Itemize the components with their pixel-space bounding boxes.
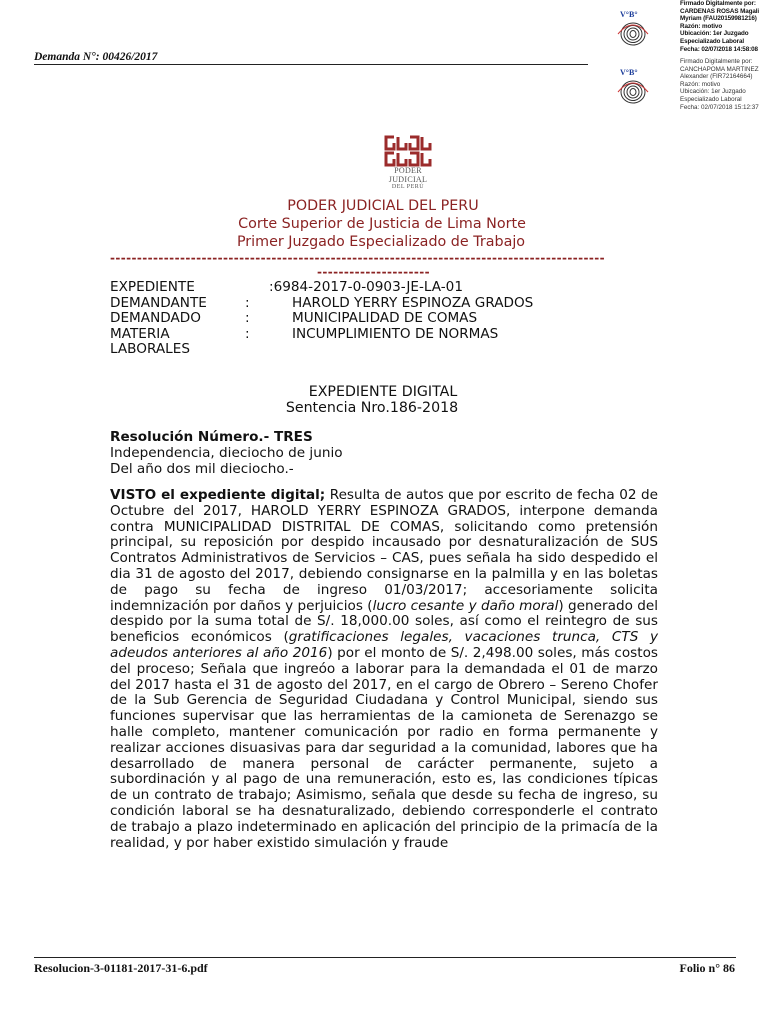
fingerprint-icon [616,78,650,106]
court-juzgado: Primer Juzgado Especializado de Trabajo [236,234,526,250]
body-paragraph: VISTO el expediente digital; Resulta de autos que por escrito de fecha 02 de Octubre del 2017, HAROLD YERRY ESPINOZA GRADOS, interpone demanda contra MUNICIPALIDAD DISTRITAL DE COMAS, solicitando como pretensión principal, su reposición por despido incausado por desnaturalización de SUS Contratos Administrativos de Servicios – CAS, pues señala ha sido despedido el dia 31 de agosto del 2017, debiendo consignarse en la palmilla y en las boletas de pago su fecha de ingreso 01/03/2017; accesoriamente solicita indemnización por daños y perjuicios (lucro cesante y daño moral) generado del despido por la suma total de S/. 18,000.00 soles, así como el reintegro de sus beneficios económicos (gratificaciones legales, vacaciones trunca, CTS y adeudos anteriores al año 2016) por el monto de S/. 2,498.00 soles, más costos del proceso; Señala que ingreóo a laborar para la demandada el 01 de marzo del 2017 hasta el 31 de agosto del 2017, en el cargo de Obrero – Sereno Chofer de la Sub Gerencia de Seguridad Ciudadana y Control Municipal, siendo sus funciones supervisar que las herramientas de la camioneta de Serenazgo se halle completo, mantener comunicación por radio en forma permanente y realizar acciones disuasivas para dar seguridad a la comunidad, labores que ha desarrollado de manera personal de carácter permanente, sujeto a subordinación y al pago de una remuneración, esto es, las condiciones típicas de un contrato de trabajo; Asimismo, señala que desde su fecha de ingreso, su condición laboral se ha desnaturalizado, debiendo corresponderle el contrato de trabajo a plazo indeterminado en aplicación del principio de la primacía de la realidad, y por haber existido simulación y fraude [110,487,659,851]
signature-vb-label: V°B° [620,68,638,77]
resolution-year: Del año dos mil dieciocho.- [110,461,294,477]
body-lead: VISTO el expediente digital; [110,487,326,503]
footer-filename: Resolucion-3-01181-2017-31-6.pdf [34,961,208,975]
resolution-block [110,429,343,477]
fingerprint-icon [616,20,650,48]
logo-caption: PODER JUDICIAL DEL PERÚ [388,166,428,190]
header-rule [34,64,588,65]
signature-text: Firmado Digitalmente por: CANCHAPOMA MARTINEZ Alexander (FIR72164664) Razón: motivo Ubicación: 1er Juzgado Especializado Laboral Fecha: 02/07/2018 15:12:37 [680,58,759,111]
poder-judicial-logo-icon [384,135,432,167]
separator-dashes: -------------------------------------------------------------------------------------------- [110,251,606,265]
sentence-number: Sentencia Nro.186-2018 [285,400,459,416]
case-number-header: Demanda N°: 00426/2017 [34,51,158,63]
court-name: PODER JUDICIAL DEL PERU [287,198,479,214]
resolution-number: Resolución Número.- TRES [110,429,313,445]
signature-text: Firmado Digitalmente por: CARDENAS ROSAS Magali Myriam (FAU20159981216) Razón: motivo Ubicación: 1er Juzgado Especializado Laboral Fecha: 02/07/2018 14:58:08 [680,0,760,53]
signature-vb-label: V°B° [620,10,638,19]
court-superior: Corte Superior de Justicia de Lima Norte [238,216,526,232]
resolution-place-date: Independencia, dieciocho de junio [110,445,343,461]
separator-dashes: --------------------- [317,265,430,279]
footer-rule [34,957,736,958]
document-title: EXPEDIENTE DIGITAL [308,384,458,400]
footer-folio: Folio n° 86 [679,961,735,975]
